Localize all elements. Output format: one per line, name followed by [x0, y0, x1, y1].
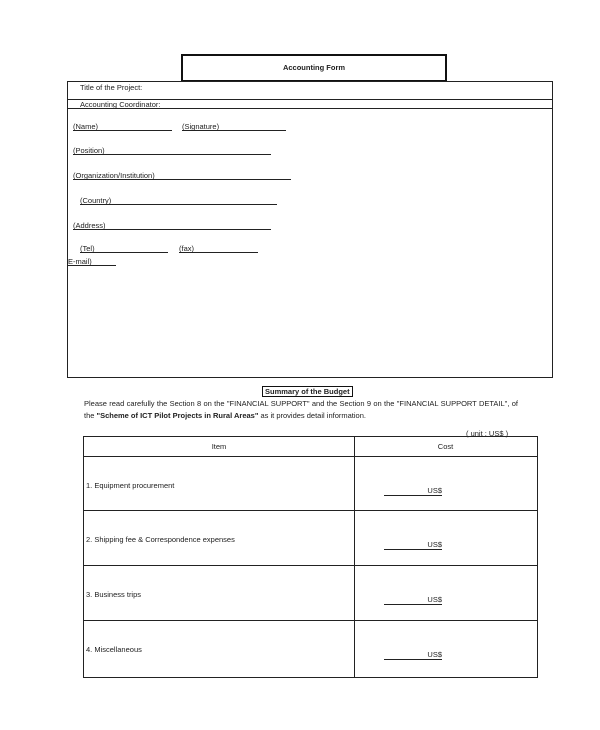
divider — [68, 108, 552, 109]
fax-label: (fax) — [179, 244, 194, 253]
country-input-line[interactable] — [80, 204, 277, 205]
header-cost: Cost — [437, 442, 454, 451]
table-row — [84, 456, 537, 511]
email-label: E-mail) — [68, 257, 92, 266]
item-label: 4. Miscellaneous — [86, 645, 142, 654]
email-input-line[interactable] — [68, 265, 116, 266]
coordinator-section — [67, 81, 553, 378]
summary-intro — [84, 398, 518, 422]
form-title: Accounting Form — [181, 54, 447, 82]
position-label: (Position) — [73, 146, 105, 155]
unit-note: ( unit : US$ ) — [466, 429, 509, 438]
address-input-line[interactable] — [73, 229, 271, 230]
header-item: Item — [211, 442, 227, 451]
cost-input[interactable]: US$ — [384, 540, 442, 550]
item-label: 1. Equipment procurement — [86, 481, 175, 490]
fax-input-line[interactable] — [179, 252, 258, 253]
intro-text: Please read carefully the Section 8 on the "FINANCIAL SUPPORT" and the Section 9 on the "FINANCIAL SUPPORT DETAIL", of the — [84, 399, 518, 420]
tel-input-line[interactable] — [80, 252, 168, 253]
budget-table — [83, 436, 538, 678]
project-title-label: Title of the Project: — [80, 83, 143, 92]
summary-title: Summary of the Budget — [262, 386, 353, 397]
address-label: (Address) — [73, 221, 106, 230]
coordinator-label: Accounting Coordinator: — [80, 100, 161, 109]
table-row — [84, 510, 537, 566]
signature-input-line[interactable] — [182, 130, 286, 131]
scheme-name: "Scheme of ICT Pilot Projects in Rural Areas" — [96, 411, 259, 420]
name-label: (Name) — [73, 122, 99, 131]
cost-input[interactable]: US$ — [384, 486, 442, 496]
cost-input[interactable]: US$ — [384, 595, 442, 605]
country-label: (Country) — [80, 196, 112, 205]
item-label: 2. Shipping fee & Correspondence expenses — [86, 535, 235, 544]
item-label: 3. Business trips — [86, 590, 142, 599]
tel-label: (Tel) — [80, 244, 95, 253]
intro-text-end: as it provides detail information. — [258, 411, 366, 420]
organization-input-line[interactable] — [73, 179, 291, 180]
cost-input[interactable]: US$ — [384, 650, 442, 660]
table-row — [84, 620, 537, 677]
table-row — [84, 565, 537, 621]
position-input-line[interactable] — [73, 154, 271, 155]
organization-label: (Organization/Institution) — [73, 171, 155, 180]
signature-label: (Signature) — [182, 122, 220, 131]
name-input-line[interactable] — [73, 130, 172, 131]
